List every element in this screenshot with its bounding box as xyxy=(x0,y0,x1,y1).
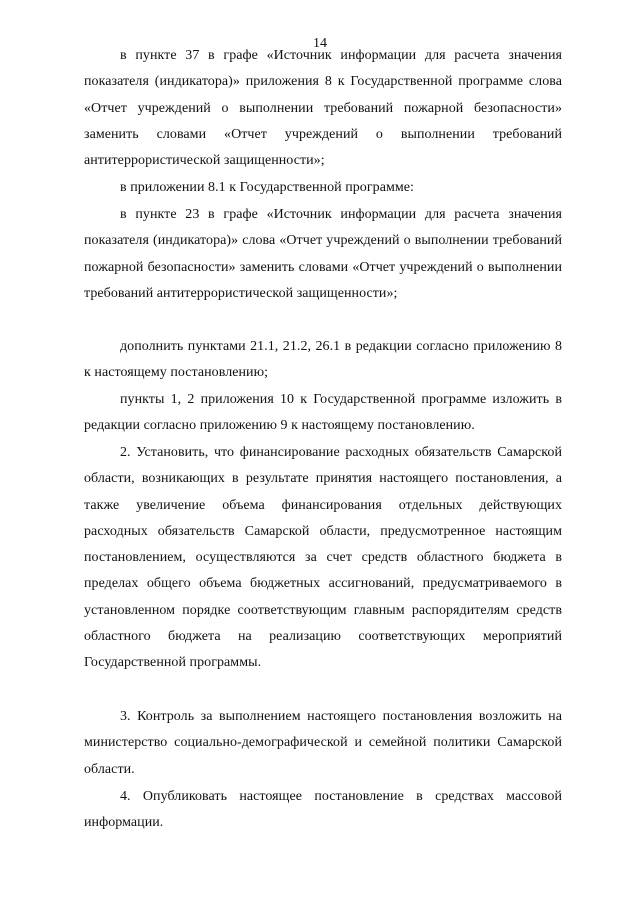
paragraph-add-items: дополнить пунктами 21.1, 21.2, 26.1 в редакции согласно приложению 8 к настоящему постановлению; xyxy=(84,339,562,381)
paragraph-item-23-amendment: в пункте 23 в графе «Источник информации для расчета значения показателя (индикатора)» слова «Отчет учреждений о выполнении требований пожарной безопасности» заменить словами «Отчет учреждений о выполнении требований антитеррористической защищенности»; xyxy=(84,207,562,301)
paragraph-item-37-amendment: в пункте 37 в графе «Источник информации для расчета значения показателя (индикатора)» приложения 8 к Государственной программе слова «Отчет учреждений о выполнении требований пожарной безопасности» заменить словами «Отчет учреждений о выполнении требований антитеррористической защищенности»; xyxy=(84,48,562,169)
paragraph-section-4-publication: 4. Опубликовать настоящее постановление в средствах массовой информации. xyxy=(84,789,562,831)
paragraph-appendix-10-items: пункты 1, 2 приложения 10 к Государственной программе изложить в редакции согласно приложению 9 к настоящему постановлению. xyxy=(84,392,562,434)
page-number: 14 xyxy=(313,36,327,51)
paragraph-section-3-control: 3. Контроль за выполнением настоящего постановления возложить на министерство социально-демографической и семейной политики Самарской области. xyxy=(84,709,562,777)
paragraph-appendix-8-1-heading: в приложении 8.1 к Государственной программе: xyxy=(120,180,414,195)
paragraph-section-2-financing: 2. Установить, что финансирование расходных обязательств Самарской области, возникающих в результате принятия настоящего постановления, а также увеличение объема финансирования отдельных действующих расходных обязательств Самарской области, предусмотренное настоящим постановлением, осуществляются за счет средств областного бюджета в пределах общего объема бюджетных ассигнований, предусматриваемого в установленном порядке соответствующим главным распорядителям средств областного бюджета на реализацию соответствующих мероприятий Государственной программы. xyxy=(84,445,562,671)
